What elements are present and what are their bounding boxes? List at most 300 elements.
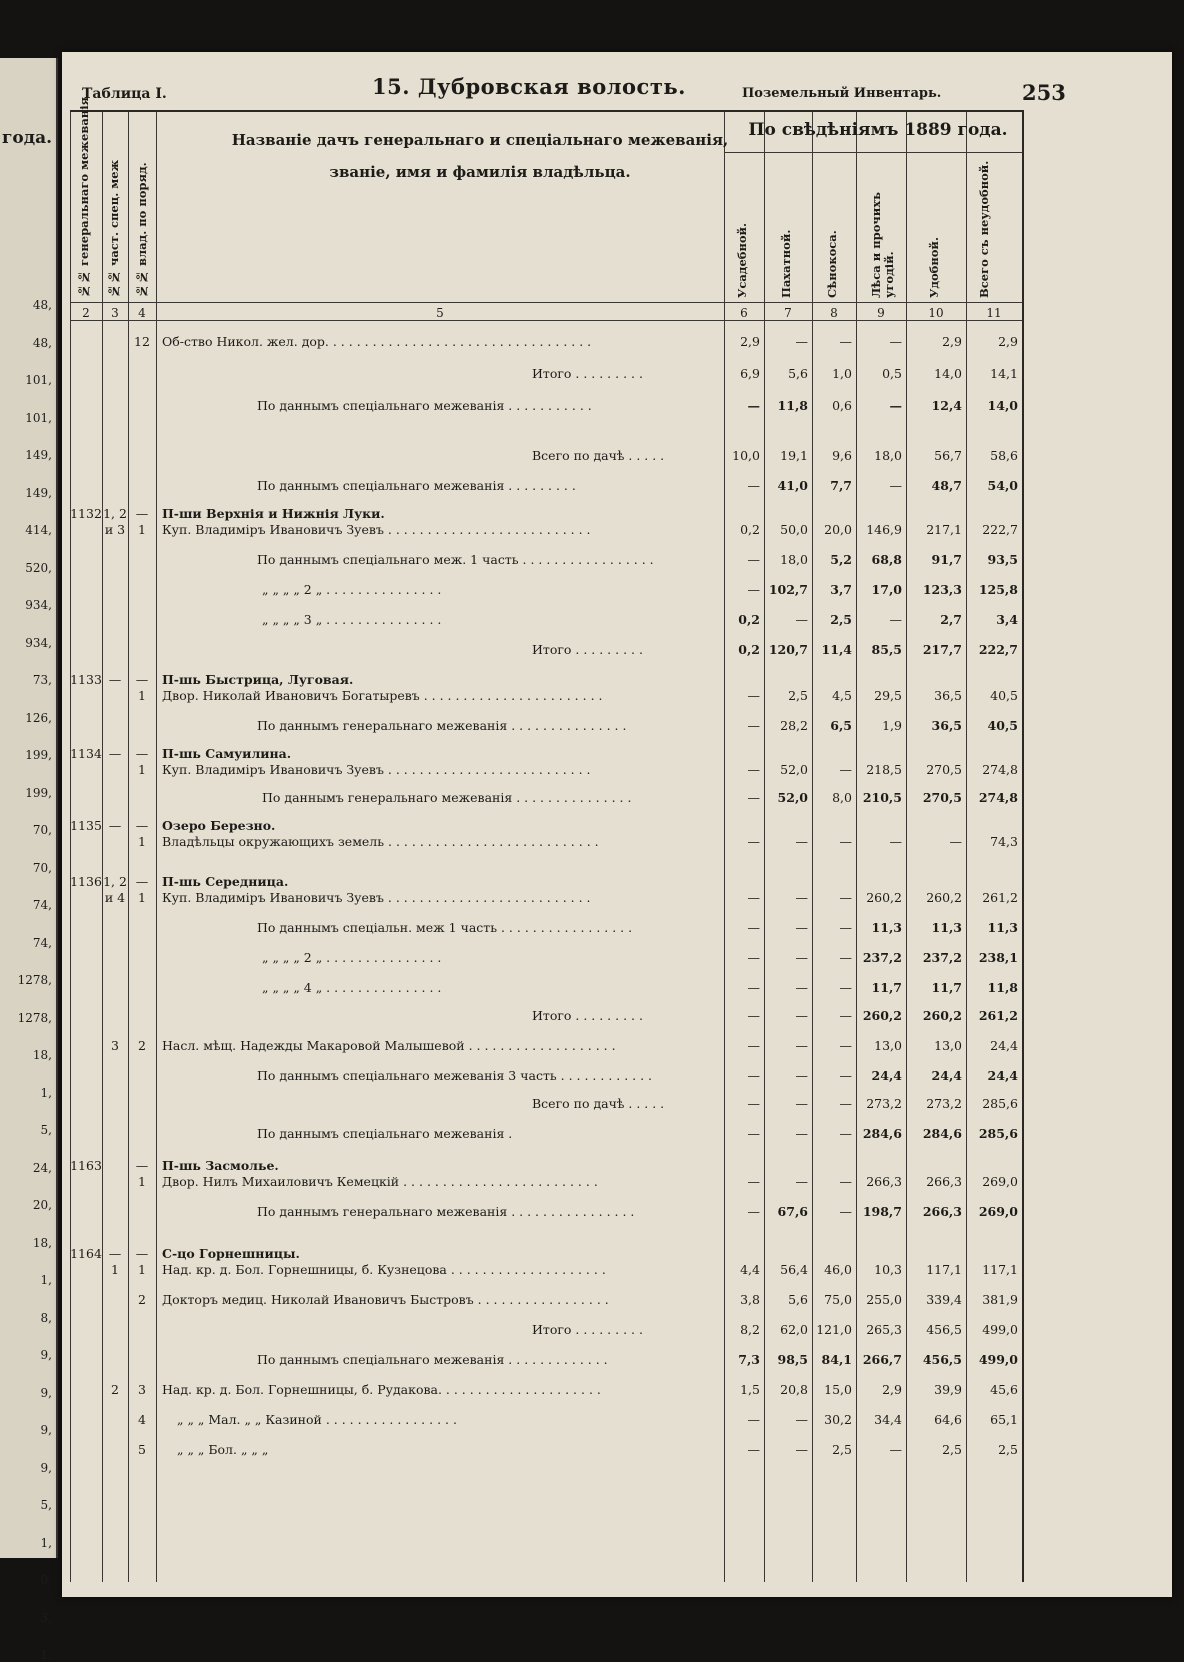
area-value: 34,4 xyxy=(874,1412,902,1427)
col-arable: Пахатной. xyxy=(779,229,793,298)
owner-order-no: — xyxy=(135,1246,149,1261)
owner-order-no: — xyxy=(135,672,149,687)
area-value: — xyxy=(795,334,808,349)
facing-page-value: 70, xyxy=(32,823,52,837)
entry-description: По даннымъ генеральнаго межеванія . . . . . . . . . . . . . . . xyxy=(262,790,632,805)
entry-description: Итого . . . . . . . . . xyxy=(532,366,643,381)
area-value: 46,0 xyxy=(824,1262,852,1277)
area-value: — xyxy=(747,890,760,905)
area-value: — xyxy=(747,762,760,777)
table-row xyxy=(70,1442,1022,1464)
table-row xyxy=(70,834,1022,856)
table-row xyxy=(70,950,1022,972)
area-value: 121,0 xyxy=(816,1322,852,1337)
area-value: 217,7 xyxy=(922,642,962,657)
area-value: — xyxy=(795,1038,808,1053)
area-value: 261,2 xyxy=(978,1008,1018,1023)
facing-page-value: 414, xyxy=(25,523,52,537)
area-value: 10,0 xyxy=(732,448,760,463)
area-value: 2,5 xyxy=(788,688,808,703)
area-value: 2,7 xyxy=(940,612,962,627)
area-value: — xyxy=(839,1126,852,1141)
table-row xyxy=(70,1262,1022,1284)
facing-page-value: 199, xyxy=(25,785,52,800)
area-value: — xyxy=(795,834,808,849)
entry-description: Насл. мѣщ. Надежды Макаровой Малышевой . . . . . . . . . . . . . . . . . . . xyxy=(162,1038,616,1053)
period-rule xyxy=(724,152,1022,153)
table-row xyxy=(70,1096,1022,1118)
entry-description: Двор. Нилъ Михаиловичъ Кемецкій . . . . . . . . . . . . . . . . . . . . . . . . . xyxy=(162,1174,598,1189)
area-value: 255,0 xyxy=(866,1292,902,1307)
facing-page-value: 101, xyxy=(25,410,52,425)
area-value: 5,6 xyxy=(788,366,808,381)
entry-description: Докторъ медиц. Николай Ивановичъ Быстровъ . . . . . . . . . . . . . . . . . xyxy=(162,1292,609,1307)
col-special-part-no: №№ част. спец. меж xyxy=(107,159,121,298)
area-value: 20,8 xyxy=(780,1382,808,1397)
area-value: — xyxy=(839,950,852,965)
area-value: 15,0 xyxy=(824,1382,852,1397)
area-value: 237,2 xyxy=(862,950,902,965)
area-value: 2,5 xyxy=(942,1442,962,1457)
facing-page-edge xyxy=(0,58,58,1662)
entry-description: Итого . . . . . . . . . xyxy=(532,1322,643,1337)
facing-page-value: 73, xyxy=(32,673,52,687)
owner-order-no: — xyxy=(135,1158,149,1173)
area-value: 85,5 xyxy=(871,642,902,657)
area-value: 36,5 xyxy=(934,688,962,703)
area-value: 19,1 xyxy=(780,448,808,463)
area-value: 40,5 xyxy=(990,688,1018,703)
table-row xyxy=(70,1412,1022,1434)
table-row xyxy=(70,718,1022,740)
entry-description: П-ши Верхнія и Нижнія Луки. xyxy=(162,506,385,521)
table-row xyxy=(70,980,1022,1002)
general-survey-no: 1136 xyxy=(70,874,102,889)
owner-order-no: 4 xyxy=(138,1412,146,1427)
area-value: 17,0 xyxy=(871,582,902,597)
area-value: — xyxy=(747,1204,760,1219)
general-survey-no: 1134 xyxy=(70,746,102,761)
table-row xyxy=(70,478,1022,500)
area-value: 24,4 xyxy=(987,1068,1018,1083)
area-value: 4,4 xyxy=(740,1262,760,1277)
area-value: 123,3 xyxy=(922,582,962,597)
owner-order-no: 5 xyxy=(138,1442,146,1457)
table-row xyxy=(70,688,1022,710)
area-value: 29,5 xyxy=(874,688,902,703)
table-row xyxy=(70,522,1022,544)
table-row xyxy=(70,1174,1022,1196)
entry-description: По даннымъ генеральнаго межеванія . . . . . . . . . . . . . . . xyxy=(257,718,627,733)
area-value: — xyxy=(839,334,852,349)
facing-page-value: 149, xyxy=(25,448,52,462)
special-part-no: и 3 xyxy=(104,522,126,537)
area-value: — xyxy=(795,1096,808,1111)
table-row xyxy=(70,1126,1022,1148)
area-value: — xyxy=(747,688,760,703)
general-survey-no: 1132 xyxy=(70,506,102,521)
table-row xyxy=(70,1008,1022,1030)
area-value: 11,3 xyxy=(931,920,962,935)
facing-page-value: 70, xyxy=(32,860,52,875)
area-value: 2,9 xyxy=(998,334,1018,349)
area-value: 2,9 xyxy=(882,1382,902,1397)
col-homestead: Усадебной. xyxy=(735,222,749,298)
facing-page-value: 9, xyxy=(40,1460,52,1475)
area-value: 237,2 xyxy=(922,950,962,965)
area-value: 0,2 xyxy=(738,642,760,657)
facing-page-value: 1, xyxy=(40,1085,52,1100)
area-value: — xyxy=(747,552,760,567)
area-value: — xyxy=(839,1174,852,1189)
area-value: 217,1 xyxy=(926,522,962,537)
period-header: По свѣдѣніямъ 1889 года. xyxy=(748,120,1008,140)
area-value: — xyxy=(747,1126,760,1141)
entry-description: „ „ „ „ 2 „ . . . . . . . . . . . . . . . xyxy=(262,950,442,965)
area-value: 45,6 xyxy=(990,1382,1018,1397)
area-value: — xyxy=(795,890,808,905)
col-number: 4 xyxy=(138,306,146,320)
area-value: 222,7 xyxy=(982,522,1018,537)
area-value: 56,7 xyxy=(934,448,962,463)
facing-page-value: 9, xyxy=(40,1385,52,1400)
entry-description: Куп. Владиміръ Ивановичъ Зуевъ . . . . . . . . . . . . . . . . . . . . . . . . . . xyxy=(162,522,591,537)
area-value: 265,3 xyxy=(866,1322,902,1337)
entry-description: Над. кр. д. Бол. Горнешницы, б. Рудакова. . . . . . . . . . . . . . . . . . . . . xyxy=(162,1382,601,1397)
area-value: — xyxy=(795,1412,808,1427)
facing-page-value: 1, xyxy=(40,1535,52,1550)
area-value: 4,5 xyxy=(832,688,852,703)
entry-description: „ „ „ „ 2 „ . . . . . . . . . . . . . . . xyxy=(262,582,442,597)
table-row xyxy=(70,398,1022,420)
area-value: 146,9 xyxy=(866,522,902,537)
entry-description: „ „ „ Мал. „ „ Казиной . . . . . . . . . . . . . . . . . xyxy=(177,1412,457,1427)
col-number: 5 xyxy=(436,306,444,320)
area-value: 218,5 xyxy=(866,762,902,777)
area-value: 210,5 xyxy=(862,790,902,805)
area-value: 10,3 xyxy=(874,1262,902,1277)
header-rule xyxy=(70,320,1022,321)
area-value: — xyxy=(839,920,852,935)
area-value: 381,9 xyxy=(982,1292,1018,1307)
area-value: 456,5 xyxy=(926,1322,962,1337)
col-number: 3 xyxy=(111,306,119,320)
entry-description: „ „ „ „ 4 „ . . . . . . . . . . . . . . . xyxy=(262,980,442,995)
entry-description: П-шь Быстрица, Луговая. xyxy=(162,672,354,687)
facing-page-value: 18, xyxy=(32,1048,52,1062)
owner-order-no: 1 xyxy=(138,890,146,905)
facing-page-value: 1, xyxy=(40,1648,52,1662)
area-value: — xyxy=(795,1008,808,1023)
area-value: — xyxy=(747,1442,760,1457)
area-value: 260,2 xyxy=(866,890,902,905)
table-row xyxy=(70,448,1022,470)
entry-description: „ „ „ Бол. „ „ „ xyxy=(177,1442,269,1457)
special-part-no: — xyxy=(108,672,122,687)
entry-description: По даннымъ спеціальнаго межеванія . xyxy=(257,1126,513,1141)
area-value: 65,1 xyxy=(990,1412,1018,1427)
area-value: — xyxy=(839,890,852,905)
area-value: 54,0 xyxy=(987,478,1018,493)
facing-page-value: 199, xyxy=(25,748,52,762)
area-value: 18,0 xyxy=(874,448,902,463)
table-row xyxy=(70,642,1022,664)
page-title: 15. Дубровская волость. xyxy=(372,74,686,99)
area-value: 266,3 xyxy=(922,1204,962,1219)
facing-page-value: 0, xyxy=(40,1573,52,1587)
area-value: — xyxy=(747,920,760,935)
area-value: 270,5 xyxy=(922,790,962,805)
table-label: Таблица I. xyxy=(82,86,167,102)
area-value: — xyxy=(839,1068,852,1083)
page-number: 253 xyxy=(1022,80,1066,105)
area-value: 285,6 xyxy=(978,1126,1018,1141)
entry-description: По даннымъ спеціальнаго межеванія . . . . . . . . . xyxy=(257,478,576,493)
table-row xyxy=(70,1292,1022,1314)
table-row xyxy=(70,890,1022,912)
area-value: 13,0 xyxy=(934,1038,962,1053)
area-value: — xyxy=(889,612,902,627)
entry-description: По даннымъ спеціальнаго межеванія 3 часть . . . . . . . . . . . . xyxy=(257,1068,653,1083)
facing-page-value: 101, xyxy=(25,373,52,387)
owner-order-no: 1 xyxy=(138,1262,146,1277)
table-row xyxy=(70,1352,1022,1374)
area-value: 30,2 xyxy=(824,1412,852,1427)
area-value: — xyxy=(889,1442,902,1457)
facing-page-value: 520, xyxy=(25,560,52,575)
facing-page-value: 20, xyxy=(32,1198,52,1212)
facing-page-value: 126, xyxy=(25,710,52,725)
area-value: 8,2 xyxy=(740,1322,760,1337)
area-value: 48,7 xyxy=(931,478,962,493)
col-number: 10 xyxy=(928,306,944,320)
facing-page-value: 1278, xyxy=(17,1010,52,1025)
area-value: 2,5 xyxy=(830,612,852,627)
area-value: — xyxy=(795,612,808,627)
col-number: 9 xyxy=(877,306,885,320)
area-value: — xyxy=(747,718,760,733)
area-value: 67,6 xyxy=(777,1204,808,1219)
area-value: 68,8 xyxy=(871,552,902,567)
table-row xyxy=(70,762,1022,784)
col-title-header: Названіе дачъ генеральнаго и спеціальнаго межеванія, званіе, имя и фамилія владѣльца. xyxy=(231,131,729,181)
area-value: 270,5 xyxy=(926,762,962,777)
area-value: — xyxy=(889,834,902,849)
area-value: — xyxy=(795,1442,808,1457)
area-value: 62,0 xyxy=(780,1322,808,1337)
area-value: 41,0 xyxy=(777,478,808,493)
area-value: 2,5 xyxy=(832,1442,852,1457)
area-value: 2,9 xyxy=(942,334,962,349)
area-value: 11,3 xyxy=(987,920,1018,935)
area-value: — xyxy=(839,762,852,777)
area-value: — xyxy=(747,1174,760,1189)
ledger-page xyxy=(62,52,1172,1597)
area-value: — xyxy=(795,920,808,935)
entry-description: П-шь Середница. xyxy=(162,874,289,889)
area-value: 9,6 xyxy=(832,448,852,463)
area-value: 18,0 xyxy=(780,552,808,567)
facing-page-value: 74, xyxy=(32,935,52,950)
owner-order-no: — xyxy=(135,874,149,889)
owner-order-no: 12 xyxy=(134,334,150,349)
col-total: Всего съ неудобной. xyxy=(977,160,991,298)
area-value: 64,6 xyxy=(934,1412,962,1427)
area-value: 20,0 xyxy=(824,522,852,537)
general-survey-no: 1135 xyxy=(70,818,102,833)
area-value: 269,0 xyxy=(982,1174,1018,1189)
facing-page-value: 48, xyxy=(32,298,52,312)
col-forest: Лѣса и прочихъ угодій. xyxy=(869,192,896,298)
special-part-no: и 4 xyxy=(104,890,126,905)
area-value: 456,5 xyxy=(922,1352,962,1367)
area-value: 2,5 xyxy=(998,1442,1018,1457)
table-row xyxy=(70,790,1022,812)
area-value: 8,0 xyxy=(832,790,852,805)
special-part-no: — xyxy=(108,818,122,833)
area-value: 260,2 xyxy=(862,1008,902,1023)
entry-description: Всего по дачѣ . . . . . xyxy=(532,1096,665,1111)
area-value: 24,4 xyxy=(871,1068,902,1083)
table-row xyxy=(70,1322,1022,1344)
area-value: 98,5 xyxy=(777,1352,808,1367)
facing-page-value: 9, xyxy=(40,1423,52,1437)
area-value: 11,8 xyxy=(777,398,808,413)
area-value: — xyxy=(747,1068,760,1083)
col-general-survey-no: №№ генеральнаго межеванія. xyxy=(77,92,91,298)
table-row xyxy=(70,612,1022,634)
entry-description: Итого . . . . . . . . . xyxy=(532,1008,643,1023)
area-value: — xyxy=(839,834,852,849)
facing-page-value: 18, xyxy=(32,1235,52,1250)
area-value: 39,9 xyxy=(934,1382,962,1397)
special-part-no: — xyxy=(108,1246,122,1261)
entry-description: По даннымъ спеціальнаго межеванія . . . . . . . . . . . xyxy=(257,398,592,413)
area-value: 11,7 xyxy=(931,980,962,995)
entry-description: По даннымъ спеціальн. меж 1 часть . . . . . . . . . . . . . . . . . xyxy=(257,920,633,935)
special-part-no: 3 xyxy=(111,1038,119,1053)
facing-page-value: 3, xyxy=(40,1610,52,1625)
area-value: 50,0 xyxy=(780,522,808,537)
facing-page-value: 1, xyxy=(40,1273,52,1287)
table-row xyxy=(70,920,1022,942)
area-value: 12,4 xyxy=(931,398,962,413)
area-value: 11,4 xyxy=(821,642,852,657)
entry-description: Куп. Владиміръ Ивановичъ Зуевъ . . . . . . . . . . . . . . . . . . . . . . . . . . xyxy=(162,762,591,777)
area-value: 1,9 xyxy=(882,718,902,733)
owner-order-no: 1 xyxy=(138,688,146,703)
area-value: — xyxy=(839,1096,852,1111)
entry-description: Озеро Березно. xyxy=(162,818,276,833)
owner-order-no: — xyxy=(135,818,149,833)
area-value: 14,0 xyxy=(987,398,1018,413)
facing-page-value: 934, xyxy=(25,598,52,612)
area-value: 499,0 xyxy=(978,1352,1018,1367)
area-value: 56,4 xyxy=(780,1262,808,1277)
facing-page-value: 74, xyxy=(32,898,52,912)
owner-order-no: — xyxy=(135,746,149,761)
entry-description: По даннымъ генеральнаго межеванія . . . . . . . . . . . . . . . . xyxy=(257,1204,635,1219)
area-value: 14,0 xyxy=(934,366,962,381)
area-value: — xyxy=(747,1412,760,1427)
entry-description: П-шь Засмолье. xyxy=(162,1158,279,1173)
area-value: 284,6 xyxy=(922,1126,962,1141)
header-rule xyxy=(70,302,1022,303)
col-owner-order-no: №№ влад. по поряд. xyxy=(135,162,149,298)
area-value: 125,8 xyxy=(978,582,1018,597)
area-value: — xyxy=(889,478,902,493)
table-row xyxy=(70,1382,1022,1404)
area-value: — xyxy=(889,334,902,349)
entry-description: Над. кр. д. Бол. Горнешницы, б. Кузнецова . . . . . . . . . . . . . . . . . . . . xyxy=(162,1262,606,1277)
area-value: 0,2 xyxy=(740,522,760,537)
area-value: 52,0 xyxy=(780,762,808,777)
area-value: 2,9 xyxy=(740,334,760,349)
area-value: 269,0 xyxy=(978,1204,1018,1219)
entry-description: Итого . . . . . . . . . xyxy=(532,642,643,657)
general-survey-no: 1163 xyxy=(70,1158,102,1173)
facing-page-value: 5, xyxy=(40,1123,52,1137)
area-value: 499,0 xyxy=(982,1322,1018,1337)
area-value: 11,7 xyxy=(871,980,902,995)
area-value: 52,0 xyxy=(777,790,808,805)
area-value: — xyxy=(747,834,760,849)
entry-description: Об-ство Никол. жел. дор. . . . . . . . . . . . . . . . . . . . . . . . . . . . . . . . . . xyxy=(162,334,592,349)
area-value: — xyxy=(795,1174,808,1189)
area-value: 5,2 xyxy=(830,552,852,567)
area-value: — xyxy=(889,398,902,413)
entry-description: С-цо Горнешницы. xyxy=(162,1246,300,1261)
area-value: — xyxy=(795,950,808,965)
area-value: 0,5 xyxy=(882,366,902,381)
table-row xyxy=(70,1038,1022,1060)
facing-page-value: 1278, xyxy=(17,973,52,987)
area-value: 274,8 xyxy=(978,790,1018,805)
area-value: — xyxy=(747,398,760,413)
table-row xyxy=(70,366,1022,388)
area-value: 14,1 xyxy=(990,366,1018,381)
area-value: 238,1 xyxy=(978,950,1018,965)
col-hayfield: Сѣнокоса. xyxy=(825,230,839,298)
special-part-no: 1 xyxy=(111,1262,119,1277)
general-survey-no: 1164 xyxy=(70,1246,102,1261)
special-part-no: 1, 2 xyxy=(103,874,127,889)
table-row xyxy=(70,1068,1022,1090)
area-value: 36,5 xyxy=(931,718,962,733)
facing-page-value: 5, xyxy=(40,1498,52,1512)
entry-description: „ „ „ „ 3 „ . . . . . . . . . . . . . . . xyxy=(262,612,442,627)
area-value: — xyxy=(747,478,760,493)
col-number: 8 xyxy=(830,306,838,320)
facing-page-value: 48, xyxy=(32,335,52,350)
area-value: 260,2 xyxy=(922,1008,962,1023)
area-value: 273,2 xyxy=(926,1096,962,1111)
entry-description: По даннымъ спеціальнаго межеванія . . . . . . . . . . . . . xyxy=(257,1352,608,1367)
area-value: 284,6 xyxy=(862,1126,902,1141)
area-value: 5,6 xyxy=(788,1292,808,1307)
area-value: 117,1 xyxy=(982,1262,1018,1277)
area-value: 266,7 xyxy=(862,1352,902,1367)
area-value: 3,7 xyxy=(830,582,852,597)
area-value: 11,8 xyxy=(987,980,1018,995)
area-value: 13,0 xyxy=(874,1038,902,1053)
owner-order-no: 1 xyxy=(138,834,146,849)
owner-order-no: 3 xyxy=(138,1382,146,1397)
area-value: — xyxy=(839,1038,852,1053)
facing-page-heading: года. xyxy=(2,128,53,148)
area-value: — xyxy=(839,1204,852,1219)
entry-description: Двор. Николай Ивановичъ Богатыревъ . . . . . . . . . . . . . . . . . . . . . . . xyxy=(162,688,603,703)
